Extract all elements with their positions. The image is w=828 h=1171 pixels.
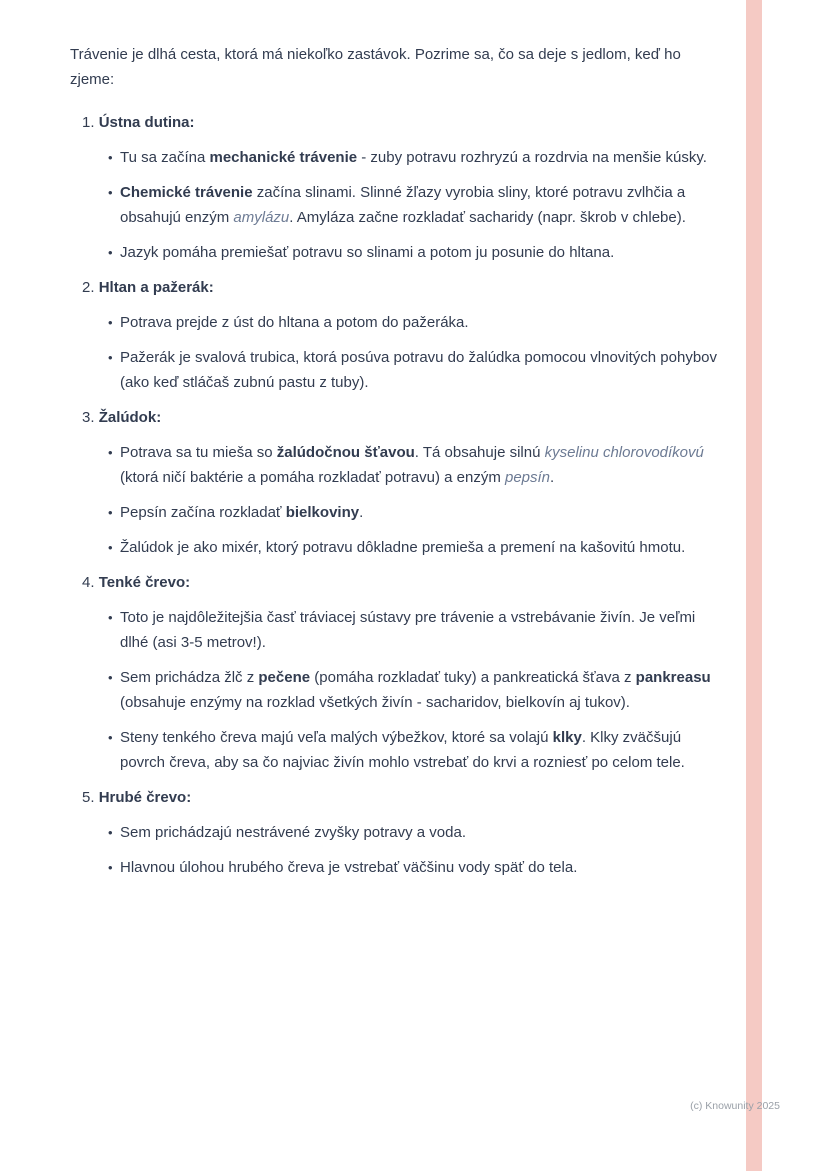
bullet-list <box>70 310 725 395</box>
numbered-section <box>70 275 725 395</box>
list-item <box>70 180 725 230</box>
bullet-icon: • <box>108 610 113 625</box>
section-heading <box>70 570 725 595</box>
bullet-icon: • <box>108 315 113 330</box>
section-number: 2. <box>82 279 99 296</box>
bullet-icon: • <box>108 825 113 840</box>
list-item-text: Sem prichádza žlč z pečene (pomáha rozkladať tuky) a pankreatická šťava z pankreasu (obsahuje enzýmy na rozklad všetkých živín - sacharidov, bielkovín aj tukov). <box>120 669 711 711</box>
section-number: 3. <box>82 409 99 426</box>
section-number: 5. <box>82 789 99 806</box>
list-item-text: Pepsín začína rozkladať bielkoviny. <box>120 504 364 521</box>
section-title: Tenké črevo: <box>98 574 191 591</box>
numbered-section <box>70 110 725 265</box>
list-item-text: Toto je najdôležitejšia časť tráviacej sústavy pre trávenie a vstrebávanie živín. Je veľmi dlhé (asi 3-5 metrov!). <box>120 609 696 651</box>
footer-credit: (c) Knowunity 2025 <box>690 1100 780 1112</box>
list-item <box>70 240 725 265</box>
section-heading <box>70 110 725 135</box>
section-title: Hltan a pažerák: <box>98 279 214 296</box>
list-item <box>70 665 725 715</box>
bullet-icon: • <box>108 860 113 875</box>
bullet-icon: • <box>108 670 113 685</box>
list-item-text: Potrava sa tu mieša so žalúdočnou šťavou. Tá obsahuje silnú kyselinu chlorovodíkovú (ktorá ničí baktérie a pomáha rozkladať potravu) a enzým pepsín. <box>120 444 704 486</box>
bullet-list <box>70 820 725 880</box>
section-title: Hrubé črevo: <box>98 789 192 806</box>
bullet-icon: • <box>108 150 113 165</box>
numbered-section <box>70 570 725 775</box>
section-title: Ústna dutina: <box>98 114 195 131</box>
list-item <box>70 145 725 170</box>
sections <box>70 110 725 880</box>
list-item <box>70 500 725 525</box>
section-heading <box>70 785 725 810</box>
bullet-icon: • <box>108 445 113 460</box>
bullet-icon: • <box>108 245 113 260</box>
numbered-section <box>70 405 725 560</box>
section-number: 4. <box>82 574 99 591</box>
section-title: Žalúdok: <box>98 409 162 426</box>
list-item-text: Žalúdok je ako mixér, ktorý potravu dôkladne premieša a premení na kašovitú hmotu. <box>120 539 686 556</box>
intro-paragraph: Trávenie je dlhá cesta, ktorá má niekoľko zastávok. Pozrime sa, čo sa deje s jedlom, keď ho zjeme: <box>70 46 681 88</box>
list-item-text: Hlavnou úlohou hrubého čreva je vstrebať väčšinu vody späť do tela. <box>120 859 578 876</box>
list-item <box>70 605 725 655</box>
list-item-text: Jazyk pomáha premiešať potravu so slinami a potom ju posunie do hltana. <box>120 244 615 261</box>
list-item-text: Potrava prejde z úst do hltana a potom do pažeráka. <box>120 314 469 331</box>
bullet-icon: • <box>108 505 113 520</box>
bullet-list <box>70 145 725 265</box>
bullet-icon: • <box>108 350 113 365</box>
section-heading <box>70 405 725 430</box>
list-item-text: Chemické trávenie začína slinami. Slinné žľazy vyrobia sliny, ktoré potravu zvlhčia a obsahujú enzým amylázu. Amyláza začne rozkladať sacharidy (napr. škrob v chlebe). <box>120 184 686 226</box>
list-item-text: Pažerák je svalová trubica, ktorá posúva potravu do žalúdka pomocou vlnovitých pohybov (ako keď stláčaš zubnú pastu z tuby). <box>120 349 718 391</box>
list-item <box>70 440 725 490</box>
list-item <box>70 820 725 845</box>
list-item-text: Steny tenkého čreva majú veľa malých výbežkov, ktoré sa volajú klky. Klky zväčšujú povrch čreva, aby sa čo najviac živín mohlo vstrebať do krvi a rozniesť po celom tele. <box>120 729 685 771</box>
numbered-section <box>70 785 725 880</box>
list-item-text: Tu sa začína mechanické trávenie - zuby potravu rozhryzú a rozdrvia na menšie kúsky. <box>120 149 707 166</box>
list-item <box>70 855 725 880</box>
section-number: 1. <box>82 114 99 131</box>
bullet-icon: • <box>108 540 113 555</box>
list-item <box>70 310 725 335</box>
bullet-list <box>70 440 725 560</box>
accent-stripe <box>746 0 762 1171</box>
section-heading <box>70 275 725 300</box>
bullet-list <box>70 605 725 775</box>
bullet-icon: • <box>108 185 113 200</box>
bullet-icon: • <box>108 730 113 745</box>
list-item <box>70 345 725 395</box>
list-item <box>70 725 725 775</box>
list-item-text: Sem prichádzajú nestrávené zvyšky potravy a voda. <box>120 824 467 841</box>
list-item <box>70 535 725 560</box>
document-body <box>70 42 725 890</box>
